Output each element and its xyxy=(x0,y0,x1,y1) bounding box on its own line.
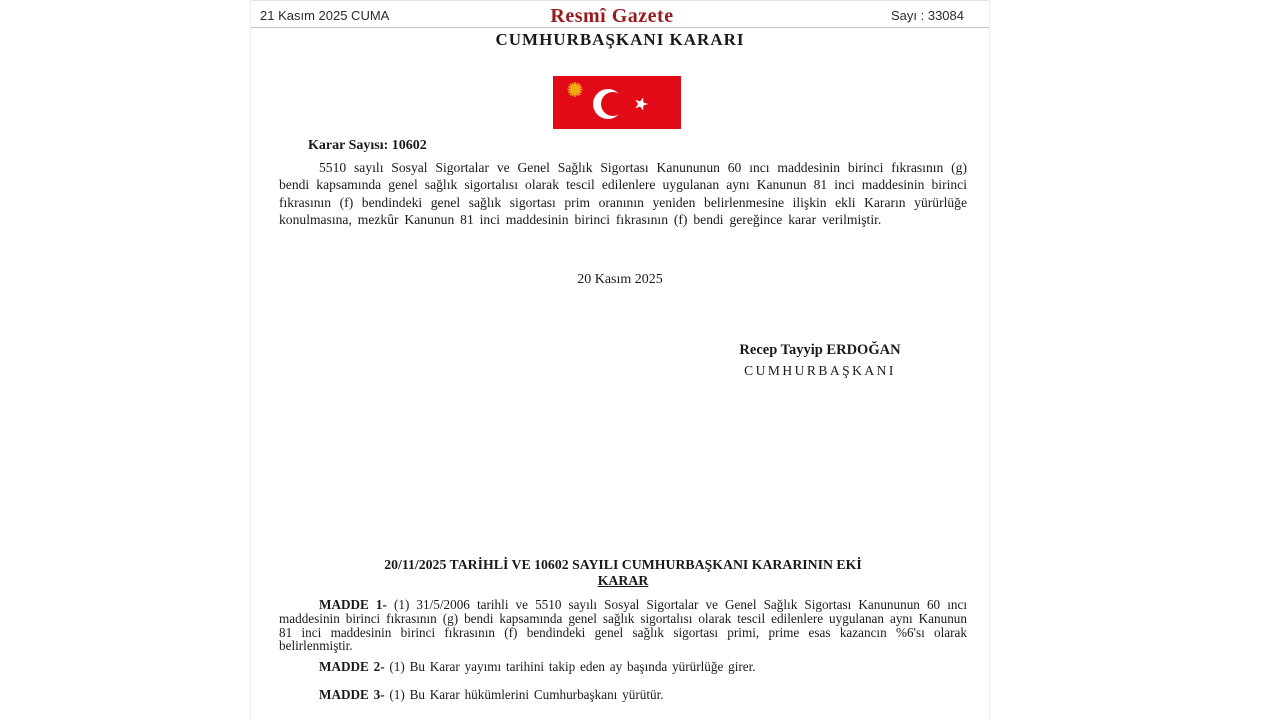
decision-number: Karar Sayısı: 10602 xyxy=(308,138,427,153)
article-1-text: (1) 31/5/2006 tarihli ve 5510 sayılı Sosyal Sigortalar ve Genel Sağlık Sigortası Kanununun 60 ıncı maddesinin birinci fıkrasının (g) bendi kapsamında genel sağlık sigortalısı olarak tescil edilenlere uygulanan aynı Kanunun 81 inci maddesinin birinci fıkrasının (f) bendindeki genel sağlık sigortası primi, prime esas kazancın %6'sı olarak belirlenmiştir. xyxy=(279,597,967,654)
turkish-presidential-flag-image xyxy=(553,76,681,129)
article-3-label: MADDE 3- xyxy=(319,687,385,702)
annex-subtitle: KARAR xyxy=(597,572,649,588)
article-2-text: (1) Bu Karar yayımı tarihini takip eden ay başında yürürlüğe girer. xyxy=(384,659,756,674)
decree-main-title: CUMHURBAŞKANI KARARI xyxy=(495,30,745,49)
article-3 xyxy=(279,687,967,702)
article-1 xyxy=(279,598,967,653)
gazette-title: Resmî Gazete xyxy=(550,5,674,27)
article-1-label: MADDE 1- xyxy=(319,597,387,612)
crescent-cut xyxy=(601,92,625,116)
article-2-label: MADDE 2- xyxy=(319,659,385,674)
gazette-date: 21 Kasım 2025 CUMA xyxy=(260,8,390,23)
gazette-issue-number: Sayı : 33084 xyxy=(891,8,964,23)
annex-title: 20/11/2025 TARİHLİ VE 10602 SAYILI CUMHURBAŞKANI KARARININ EKİ xyxy=(384,557,862,572)
decree-body-paragraph: 5510 sayılı Sosyal Sigortalar ve Genel Sağlık Sigortası Kanununun 60 ıncı maddesinin birinci fıkrasının (g) bendi kapsamında genel sağlık sigortalısı olarak tescil edilenlere uygulanan aynı Kanunun 81 inci maddesinin birinci fıkrasının (f) bendindeki genel sağlık sigortası prim oranının yeniden belirlenmesine ilişkin ekli Kararın yürürlüğe konulmasına, mezkûr Kanunun 81 inci maddesinin birinci fıkrasının (f) bendi gereğince karar verilmiştir. xyxy=(279,160,967,227)
signature-block xyxy=(680,342,960,379)
signature-role: CUMHURBAŞKANI xyxy=(744,363,896,378)
article-3-text: (1) Bu Karar hükümlerini Cumhurbaşkanı yürütür. xyxy=(384,687,664,702)
signature-name: Recep Tayyip ERDOĞAN xyxy=(739,342,901,358)
document-page xyxy=(250,0,990,720)
article-2 xyxy=(279,659,967,674)
header-divider xyxy=(251,27,989,28)
sun-emblem-core xyxy=(570,84,580,94)
decision-date: 20 Kasım 2025 xyxy=(577,272,663,287)
annex-title-block xyxy=(279,557,967,588)
gazette-header xyxy=(260,5,964,26)
